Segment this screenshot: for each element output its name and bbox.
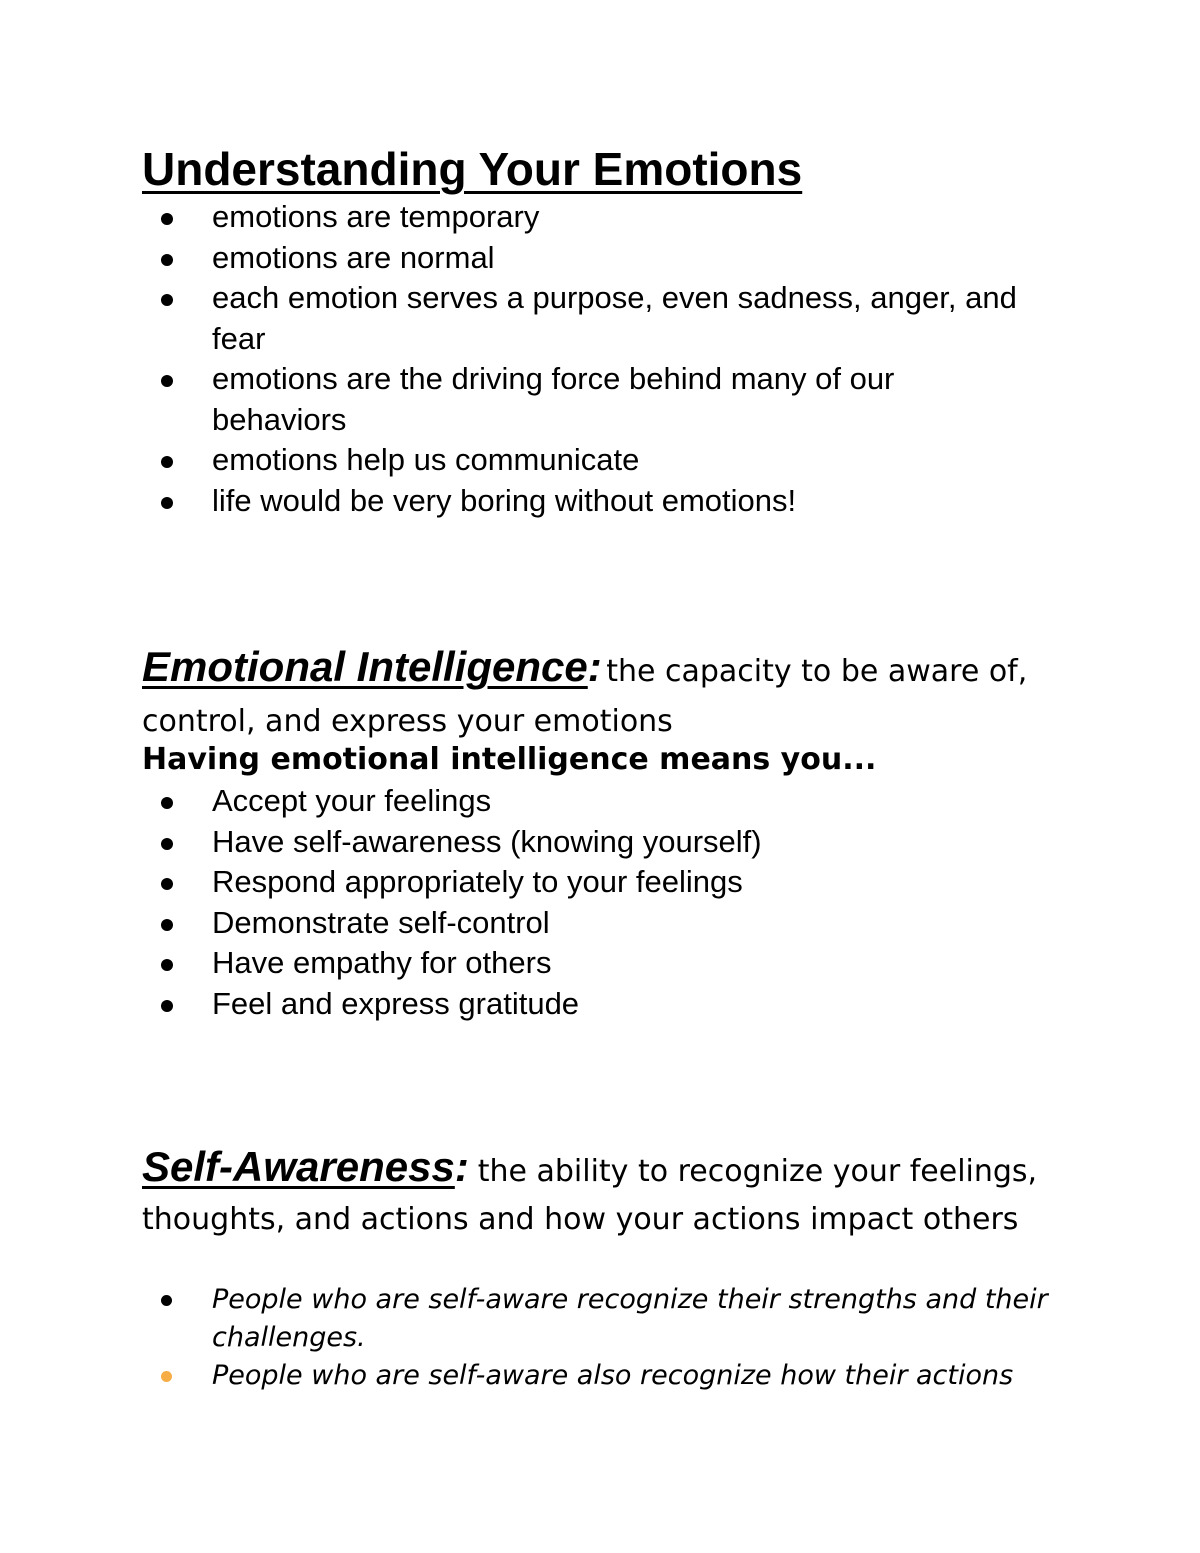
list-item <box>142 862 1062 903</box>
bullet-icon <box>161 213 173 225</box>
bullet-icon <box>161 497 173 509</box>
list-item-text: emotions are normal <box>212 239 495 275</box>
list-item <box>142 1281 1072 1357</box>
list-item <box>142 359 1022 440</box>
ei-traits-list <box>142 781 1062 1024</box>
list-item-text: emotions are the driving force behind many of our behaviors <box>212 361 895 437</box>
bullet-icon <box>161 254 173 266</box>
bullet-icon <box>161 797 173 809</box>
term-colon: : <box>454 1143 469 1190</box>
list-item <box>142 903 1062 944</box>
bullet-icon <box>161 456 173 468</box>
list-item-text: emotions help us communicate <box>212 442 640 477</box>
section-title-understanding-emotions: Understanding Your Emotions <box>142 143 803 195</box>
bullet-icon <box>161 1000 173 1012</box>
subheading-having-ei: Having emotional intelligence means you... <box>142 742 877 777</box>
bullet-icon <box>161 294 173 306</box>
list-item-text: People who are self-aware also recognize how their actions <box>212 1360 1014 1391</box>
term-colon: : <box>587 643 602 690</box>
bullet-icon <box>161 878 173 890</box>
bullet-icon <box>161 1295 172 1306</box>
list-item <box>142 278 1022 359</box>
list-item-text: Feel and express gratitude <box>212 985 580 1021</box>
self-awareness-list <box>142 1281 1072 1395</box>
definition-text: the ability to recognize your feelings, thoughts, and actions and how your actions impact others <box>142 1154 1038 1237</box>
bullet-icon <box>161 838 173 850</box>
list-item-text: each emotion serves a purpose, even sadness, anger, and fear <box>212 280 1017 356</box>
list-item <box>142 1357 1072 1395</box>
bullet-icon <box>161 1371 172 1382</box>
emotional-intelligence-definition <box>142 644 1072 749</box>
term-emotional-intelligence: Emotional Intelligence <box>142 643 588 690</box>
bullet-icon <box>161 919 173 931</box>
list-item <box>142 984 1062 1025</box>
list-item-text: Respond appropriately to your feelings <box>212 864 743 899</box>
list-item <box>142 781 1062 822</box>
list-item-text: Accept your feelings <box>212 783 492 818</box>
bullet-icon <box>161 959 173 971</box>
list-item-text: People who are self-aware recognize their strengths and their challenges. <box>212 1284 1048 1353</box>
list-item <box>142 238 1022 279</box>
list-item <box>142 481 1022 522</box>
list-item-text: emotions are temporary <box>212 199 540 234</box>
list-item-text: life would be very boring without emotions! <box>212 482 797 518</box>
list-item <box>142 943 1062 984</box>
list-item-text: Have empathy for others <box>212 945 552 980</box>
list-item <box>142 440 1022 481</box>
list-item <box>142 822 1062 863</box>
list-item-text: Have self-awareness (knowing yourself) <box>212 823 762 859</box>
term-self-awareness: Self-Awareness <box>142 1143 455 1190</box>
emotions-facts-list <box>142 197 1022 521</box>
bullet-icon <box>161 375 173 387</box>
list-item-text: Demonstrate self-control <box>212 904 550 940</box>
definition-text: the capacity to be aware of, control, and express your emotions <box>142 654 1028 739</box>
self-awareness-definition <box>142 1145 1072 1246</box>
list-item <box>142 197 1022 238</box>
